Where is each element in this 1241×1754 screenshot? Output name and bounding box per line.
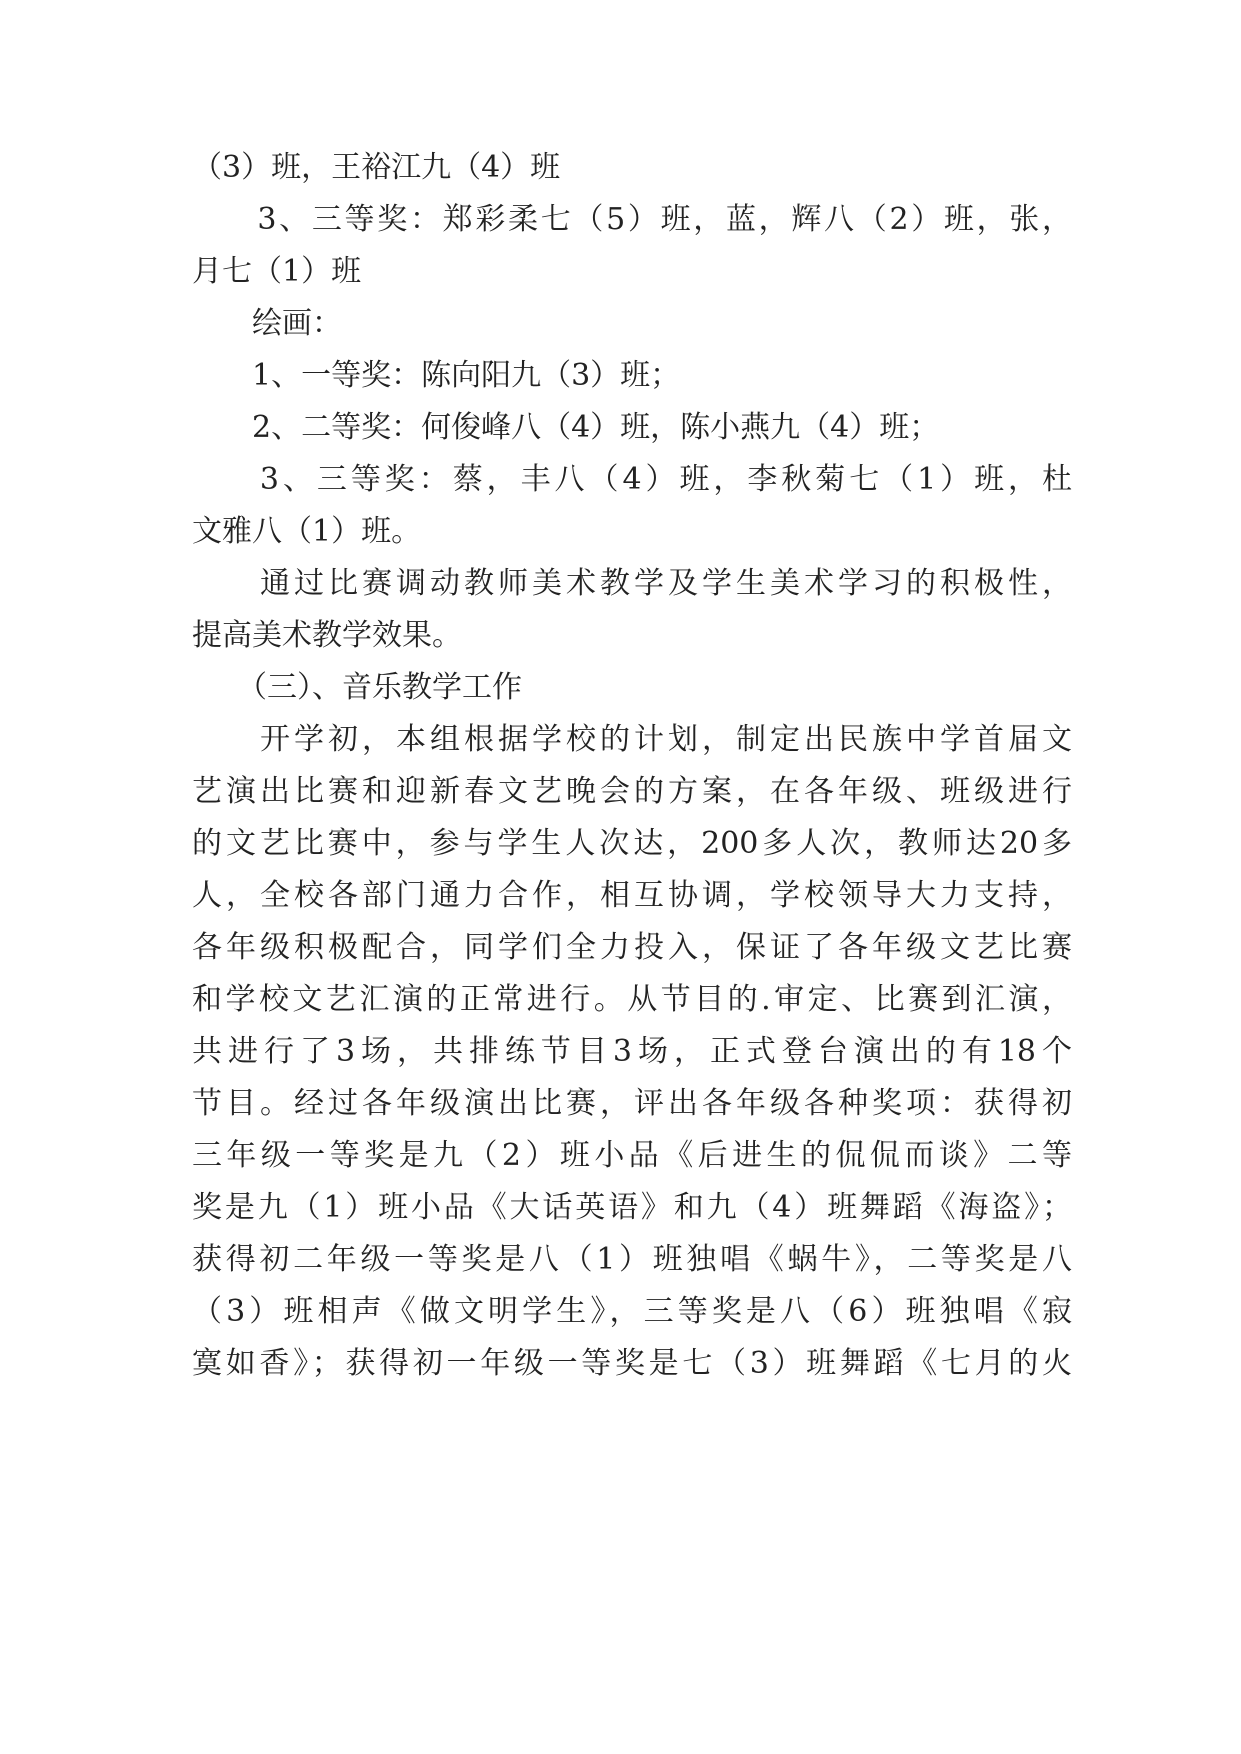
text-line: （3）班，王裕江九（4）班	[192, 150, 561, 185]
text-line: 的文艺比赛中，参与学生人次达，200多人次，教师达20多	[192, 826, 1072, 861]
text-line: 三年级一等奖是九（2）班小品《后进生的侃侃而谈》二等	[192, 1138, 1072, 1173]
text-line: 共进行了3场，共排练节目3场，正式登台演出的有18个	[192, 1034, 1072, 1069]
text-line: （3）班相声《做文明学生》，三等奖是八（6）班独唱《寂	[192, 1294, 1072, 1329]
text-line: 寞如香》；获得初一年级一等奖是七（3）班舞蹈《七月的火	[192, 1346, 1072, 1381]
text-line: 人，全校各部门通力合作，相互协调，学校领导大力支持，	[192, 878, 1072, 913]
text-line: 2、二等奖：何俊峰八（4）班，陈小燕九（4）班；	[192, 410, 940, 445]
text-line: 月七（1）班	[192, 254, 362, 289]
text-line: 1、一等奖：陈向阳九（3）班；	[192, 358, 681, 393]
text-line: 通过比赛调动教师美术教学及学生美术学习的积极性，	[192, 566, 1072, 601]
text-line: 奖是九（1）班小品《大话英语》和九（4）班舞蹈《海盗》；	[192, 1190, 1072, 1225]
text-line: 3、三等奖：蔡，丰八（4）班，李秋菊七（1）班，杜	[192, 462, 1072, 497]
section-heading: （三）、音乐教学工作	[192, 670, 522, 705]
text-line: 艺演出比赛和迎新春文艺晚会的方案，在各年级、班级进行	[192, 774, 1072, 809]
text-line: 绘画：	[192, 306, 342, 341]
text-line: 节目。经过各年级演出比赛，评出各年级各种奖项：获得初	[192, 1086, 1072, 1121]
text-line: 文雅八（1）班。	[192, 514, 422, 549]
text-line: 获得初二年级一等奖是八（1）班独唱《蜗牛》，二等奖是八	[192, 1242, 1072, 1277]
text-line: 各年级积极配合，同学们全力投入，保证了各年级文艺比赛	[192, 930, 1072, 965]
text-line: 3、三等奖：郑彩柔七（5）班，蓝，辉八（2）班，张，	[192, 202, 1072, 237]
text-line: 提高美术教学效果。	[192, 618, 462, 653]
text-line: 开学初，本组根据学校的计划，制定出民族中学首届文	[192, 722, 1072, 757]
text-line: 和学校文艺汇演的正常进行。从节目的.审定、比赛到汇演，	[192, 982, 1072, 1017]
